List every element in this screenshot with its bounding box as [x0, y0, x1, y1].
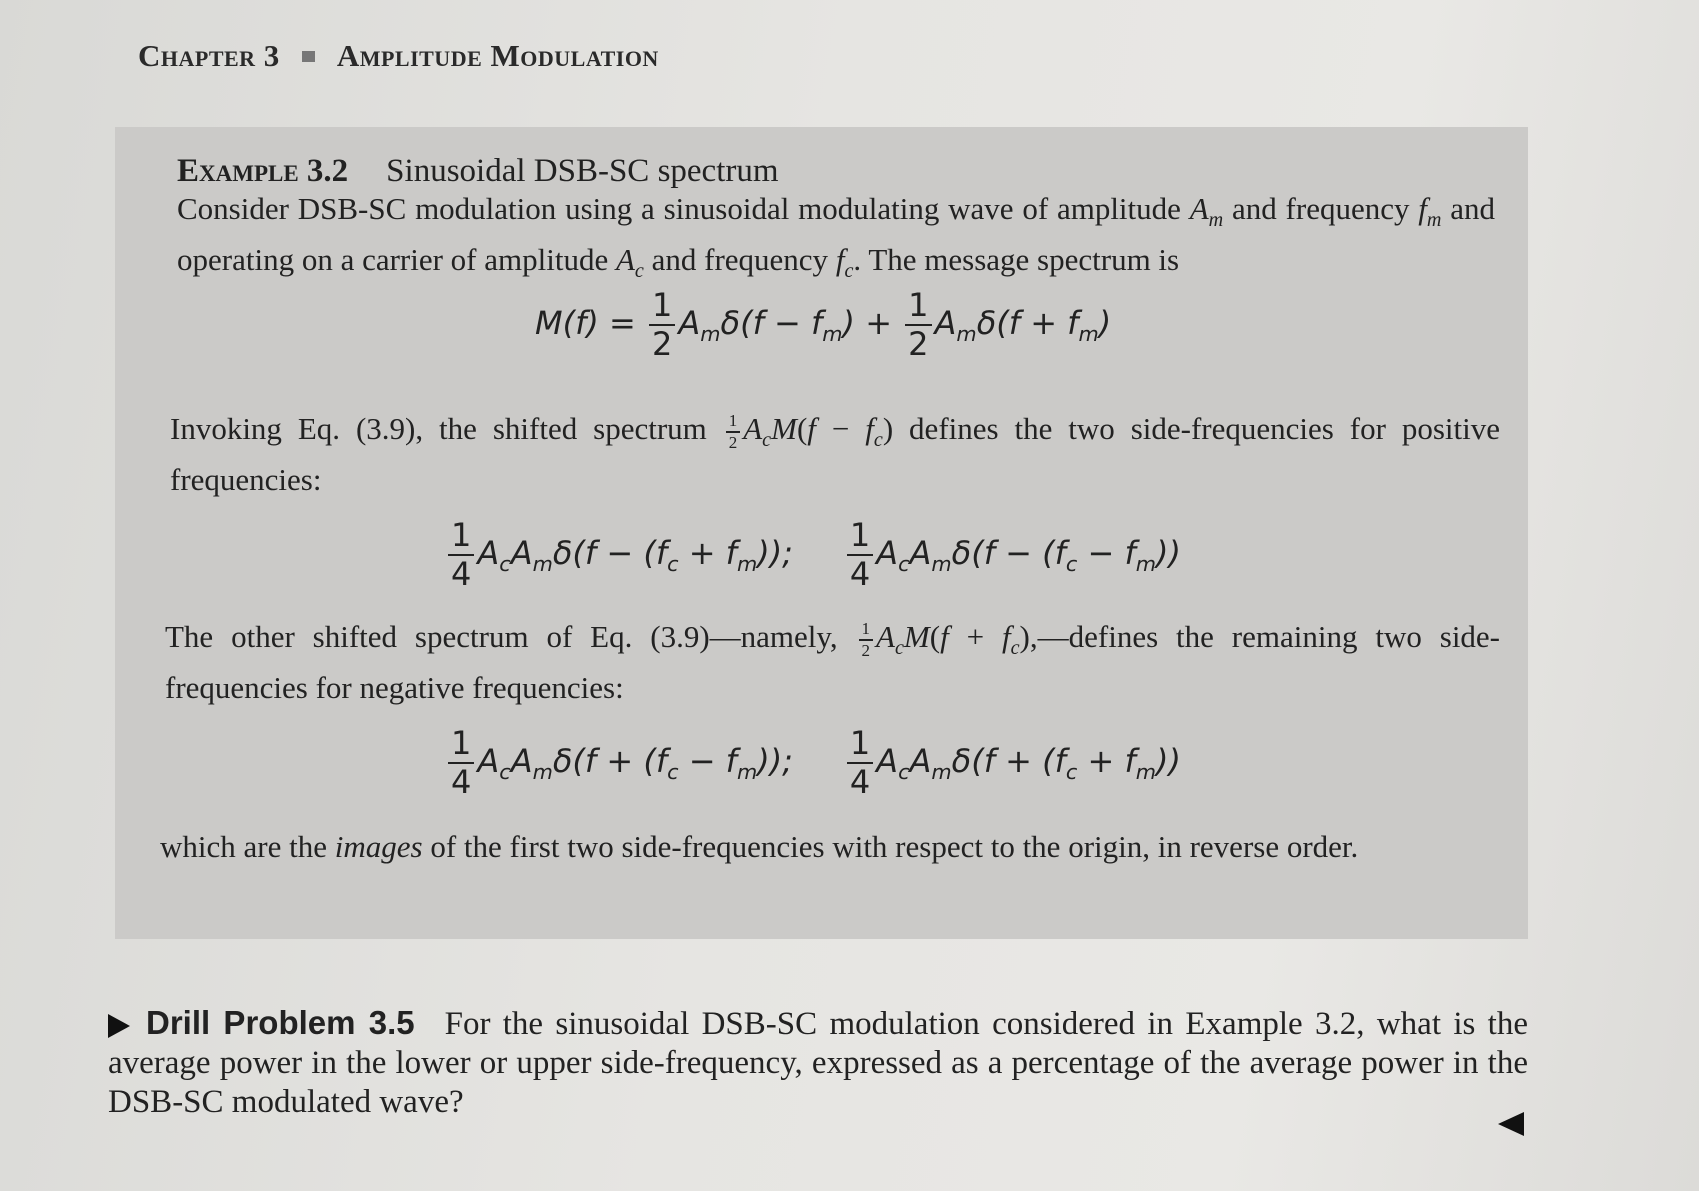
positive-side-frequencies-equation: $\frac{1}{4}$ $A_cA_m\delta(f - (f_c + f_m))$; $\frac{1}{4}$ $A_cA_m\delta(f - (f_c - f_m))$	[445, 517, 1181, 593]
message-spectrum-equation: M(f) = $\frac{1}{2}$ $A_m\delta(f - f_m)$ + $\frac{1}{2}$ $A_m\delta(f + f_m)$	[535, 286, 1112, 363]
chapter-label: Chapter 3	[138, 38, 280, 73]
chapter-header	[138, 38, 659, 74]
negative-side-frequencies-equation: $\frac{1}{4}$ $A_cA_m\delta(f + (f_c - f_m))$; $\frac{1}{4}$ $A_cA_m\delta(f + (f_c + f_m))$	[445, 725, 1181, 801]
example-paragraph-1: Consider DSB-SC modulation using a sinusoidal modulating wave of amplitude $A_m$ and frequency $f_m$ and operating on a carrier of amplitude $A_c$ and frequency $f_c$. The message spectrum is	[177, 191, 1496, 283]
example-paragraph-4: which are the images of the first two side-frequencies with respect to the origin, in reverse order.	[160, 829, 1359, 864]
example-box	[115, 127, 1528, 939]
chapter-title: Amplitude Modulation	[336, 38, 659, 73]
drill-end-triangle-icon	[1498, 1112, 1524, 1136]
drill-text: For the sinusoidal DSB-SC modulation considered in Example 3.2, what is the average power in the lower or upper side-frequency, expressed as a percentage of the average power in the DSB-SC modulated wave?	[108, 1006, 1528, 1120]
separator-square-icon	[302, 51, 315, 62]
drill-start-triangle-icon	[108, 1014, 130, 1038]
example-heading	[177, 153, 779, 190]
drill-problem	[108, 1003, 1528, 1122]
drill-label: Drill Problem 3.5	[146, 1004, 415, 1041]
example-label: Example 3.2	[177, 153, 349, 189]
example-title: Sinusoidal DSB-SC spectrum	[386, 153, 779, 189]
example-paragraph-2: Invoking Eq. (3.9), the shifted spectrum $\frac{1}{2}$ $A_cM(f - f_c)$ defines the two side-frequencies for positive frequencies:	[170, 411, 1500, 498]
example-paragraph-3: The other shifted spectrum of Eq. (3.9)—namely, $\frac{1}{2}$ $A_cM(f$ + $f_c),—defines$ the remaining two side-frequencies for negative frequencies:	[165, 619, 1501, 706]
